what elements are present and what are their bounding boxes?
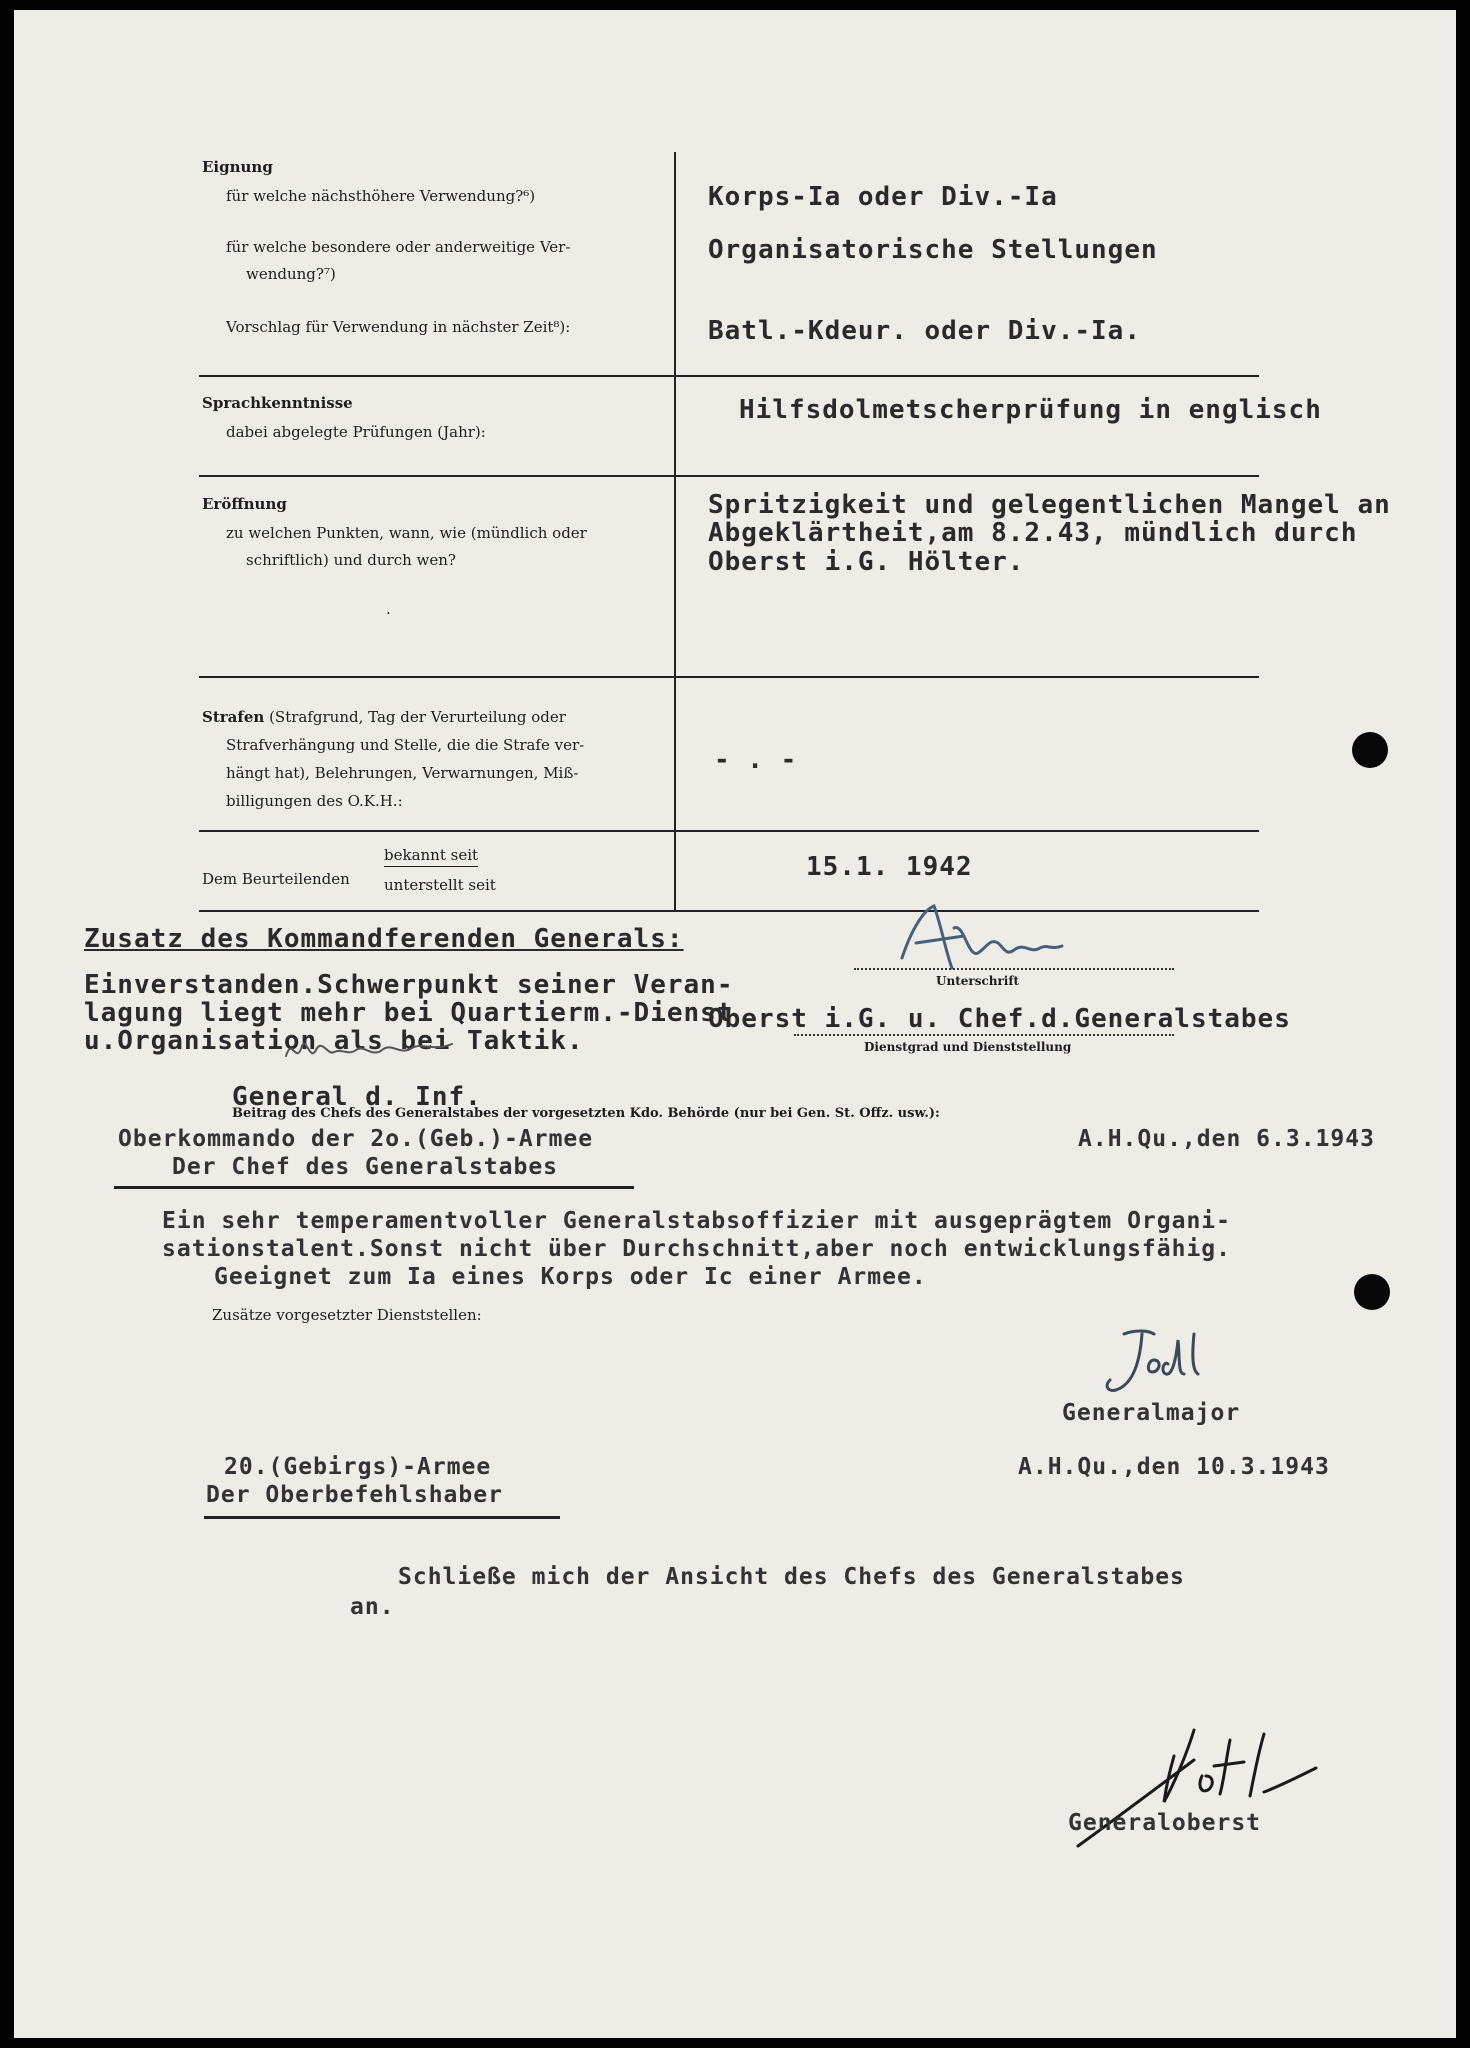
eroeffnung-answer-3: Oberst i.G. Hölter. (708, 547, 1025, 577)
eignung-title: Eignung (202, 158, 273, 176)
table-bottom-border (199, 910, 1259, 912)
table-row-divider (199, 830, 1259, 832)
ok-text-1: Ein sehr temperamentvoller Generalstabsoffizier mit ausgeprägtem Organi- (162, 1208, 1231, 1234)
ok-text-2: sationstalent.Sonst nicht über Durchschnitt,aber noch entwicklungsfähig. (162, 1236, 1231, 1262)
zusatz-title: Zusatz des Kommandferenden Generals: (84, 924, 684, 954)
unterstellt-seit-label: unterstellt seit (384, 876, 496, 894)
eroeffnung-title: Eröffnung (202, 495, 287, 513)
zusatz-line-3: u.Organisation als bei Taktik. (84, 1026, 584, 1056)
ok-heading-1: Oberkommando der 2o.(Geb.)-Armee (118, 1126, 594, 1152)
sprach-answer: Hilfsdolmetscherprüfung in englisch (739, 395, 1322, 425)
eignung-question-3: Vorschlag für Verwendung in nächster Zeit⁸): (226, 318, 571, 336)
eroeffnung-answer-1: Spritzigkeit und gelegentlichen Mangel an (708, 490, 1391, 520)
punch-hole (1354, 1274, 1390, 1310)
eignung-question-2: für welche besondere oder anderweitige Ver- (226, 238, 571, 256)
sprach-title: Sprachkenntnisse (202, 394, 353, 412)
dienstgrad-line (794, 1034, 1174, 1036)
armee-heading-1: 20.(Gebirgs)-Armee (224, 1454, 492, 1480)
zusatz-line-1: Einverstanden.Schwerpunkt seiner Veran- (84, 970, 734, 1000)
eignung-question-1: für welche nächsthöhere Verwendung?⁶) (226, 187, 536, 205)
zusaetze-label: Zusätze vorgesetzter Dienststellen: (212, 1306, 482, 1324)
beitrag-label: Beitrag des Chefs des Generalstabes der vorgesetzten Kdo. Behörde (nur bei Gen. St. Offz. usw.): (232, 1106, 940, 1121)
rank-oberst-chef: Oberst i.G. u. Chef.d.Generalstabes (708, 1004, 1291, 1034)
eroeffnung-answer-2: Abgeklärtheit,am 8.2.43, mündlich durch (708, 518, 1358, 548)
strafen-line-3: hängt hat), Belehrungen, Verwarnungen, Miß- (226, 764, 579, 782)
ok-date: A.H.Qu.,den 6.3.1943 (1078, 1126, 1375, 1152)
strafen-title: Strafen (202, 708, 265, 726)
signature-generalmajor (1094, 1320, 1234, 1400)
zusatz-signature-rank: General d. Inf. (232, 1082, 482, 1112)
armee-heading-2: Der Oberbefehlshaber (206, 1482, 503, 1508)
strafen-line-1-rest: (Strafgrund, Tag der Verurteilung oder (269, 708, 566, 726)
strafen-answer: - . - (714, 745, 798, 775)
armee-date: A.H.Qu.,den 10.3.1943 (1018, 1454, 1330, 1480)
table-row-divider (199, 475, 1259, 477)
strafen-line-1 (202, 708, 566, 726)
zusatz-line-2: lagung liegt mehr bei Quartierm.-Dienst (84, 998, 734, 1028)
punch-hole (1352, 732, 1388, 768)
rank-generalmajor: Generalmajor (1062, 1400, 1241, 1426)
ok-heading-underline (114, 1186, 634, 1189)
dienstgrad-label: Dienstgrad und Dienststellung (864, 1040, 1072, 1054)
rank-generaloberst: Generaloberst (1068, 1810, 1262, 1836)
signature-general (282, 1026, 472, 1086)
bekannt-lead: Dem Beurteilenden (202, 870, 350, 888)
armee-text-2: an. (350, 1594, 395, 1620)
eroeffnung-question-1: zu welchen Punkten, wann, wie (mündlich oder (226, 524, 587, 542)
unterschrift-label: Unterschrift (936, 974, 1020, 988)
sprach-question: dabei abgelegte Prüfungen (Jahr): (226, 423, 486, 441)
table-row-divider (199, 375, 1259, 377)
armee-heading-underline (204, 1516, 560, 1519)
bekannt-seit-label: bekannt seit (384, 846, 478, 867)
stray-dot: . (386, 600, 391, 618)
eignung-answer-3: Batl.-Kdeur. oder Div.-Ia. (708, 316, 1141, 346)
eroeffnung-question-2: schriftlich) und durch wen? (246, 551, 456, 569)
bekannt-answer: 15.1. 1942 (806, 852, 973, 882)
eignung-answer-2: Organisatorische Stellungen (708, 235, 1158, 265)
table-row-divider (199, 676, 1259, 678)
ok-text-3: Geeignet zum Ia eines Korps oder Ic einer Armee. (214, 1264, 927, 1290)
eignung-answer-1: Korps-Ia oder Div.-Ia (708, 182, 1058, 212)
eignung-question-2-cont: wendung?⁷) (246, 265, 336, 283)
strafen-line-4: billigungen des O.K.H.: (226, 792, 403, 810)
ok-heading-2: Der Chef des Generalstabes (172, 1154, 559, 1180)
armee-text-1: Schließe mich der Ansicht des Chefs des Generalstabes (398, 1564, 1185, 1590)
signature-line (854, 968, 1174, 970)
strafen-line-2: Strafverhängung und Stelle, die die Strafe ver- (226, 736, 585, 754)
document-page (14, 10, 1456, 2038)
table-column-divider (674, 152, 676, 912)
